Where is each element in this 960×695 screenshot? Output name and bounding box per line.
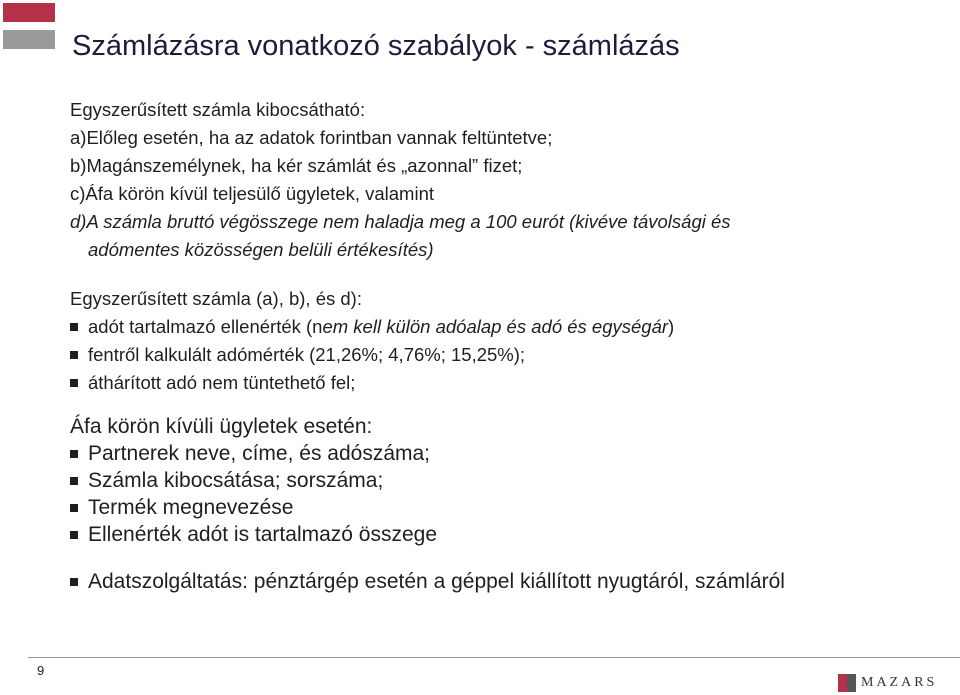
slide-content <box>70 96 950 595</box>
accent-bar-red <box>3 3 55 22</box>
list-item-d: d)A számla bruttó végösszege nem haladja meg a 100 eurót (kivéve távolsági és <box>70 211 731 232</box>
section3-heading: Áfa körön kívüli ügyletek esetén: <box>70 415 373 438</box>
bullet-item: Számla kibocsátása; sorszáma; <box>70 467 950 494</box>
spacer <box>70 264 950 285</box>
list-item-c: c)Áfa körön kívül teljesülő ügyletek, valamint <box>70 183 435 204</box>
logo-mark-icon <box>838 674 856 692</box>
corner-accent <box>3 3 55 50</box>
accent-bar-gray <box>3 30 55 49</box>
bullet-item: Ellenérték adót is tartalmazó összege <box>70 521 950 548</box>
spacer <box>70 548 950 568</box>
footer-divider <box>28 657 960 658</box>
bullet-item <box>70 313 950 341</box>
bullet-item: Termék megnevezése <box>70 494 950 521</box>
section2-heading: Egyszerűsített számla (a), b), és d): <box>70 288 362 309</box>
bullet-item: Adatszolgáltatás: pénztárgép esetén a géppel kiállított nyugtáról, számláról <box>70 568 950 595</box>
section1-heading: Egyszerűsített számla kibocsátható: <box>70 99 366 120</box>
mazars-logo <box>838 674 937 692</box>
slide-title: Számlázásra vonatkozó szabályok - számlázás <box>72 30 680 62</box>
list-item-a: a)Előleg esetén, ha az adatok forintban vannak feltüntetve; <box>70 127 553 148</box>
spacer <box>70 397 950 413</box>
list-item-b: b)Magánszemélynek, ha kér számlát és „azonnal” fizet; <box>70 155 523 176</box>
list-item-d-continued: adómentes közösségen belüli értékesítés) <box>88 239 434 260</box>
bullet-item: áthárított adó nem tüntethető fel; <box>70 369 950 397</box>
bullet-text: adót tartalmazó ellenérték ( <box>88 316 313 337</box>
bullet-text-italic: em kell külön adóalap és adó és egységár <box>322 316 669 337</box>
logo-text: MAZARS <box>861 675 938 690</box>
bullet-text-suffix: ) <box>668 316 675 337</box>
bullet-item: Partnerek neve, címe, és adószáma; <box>70 440 950 467</box>
bullet-item: fentről kalkulált adómérték (21,26%; 4,76%; 15,25%); <box>70 341 950 369</box>
page-number: 9 <box>37 663 45 678</box>
bullet-text-n: n <box>312 316 323 337</box>
